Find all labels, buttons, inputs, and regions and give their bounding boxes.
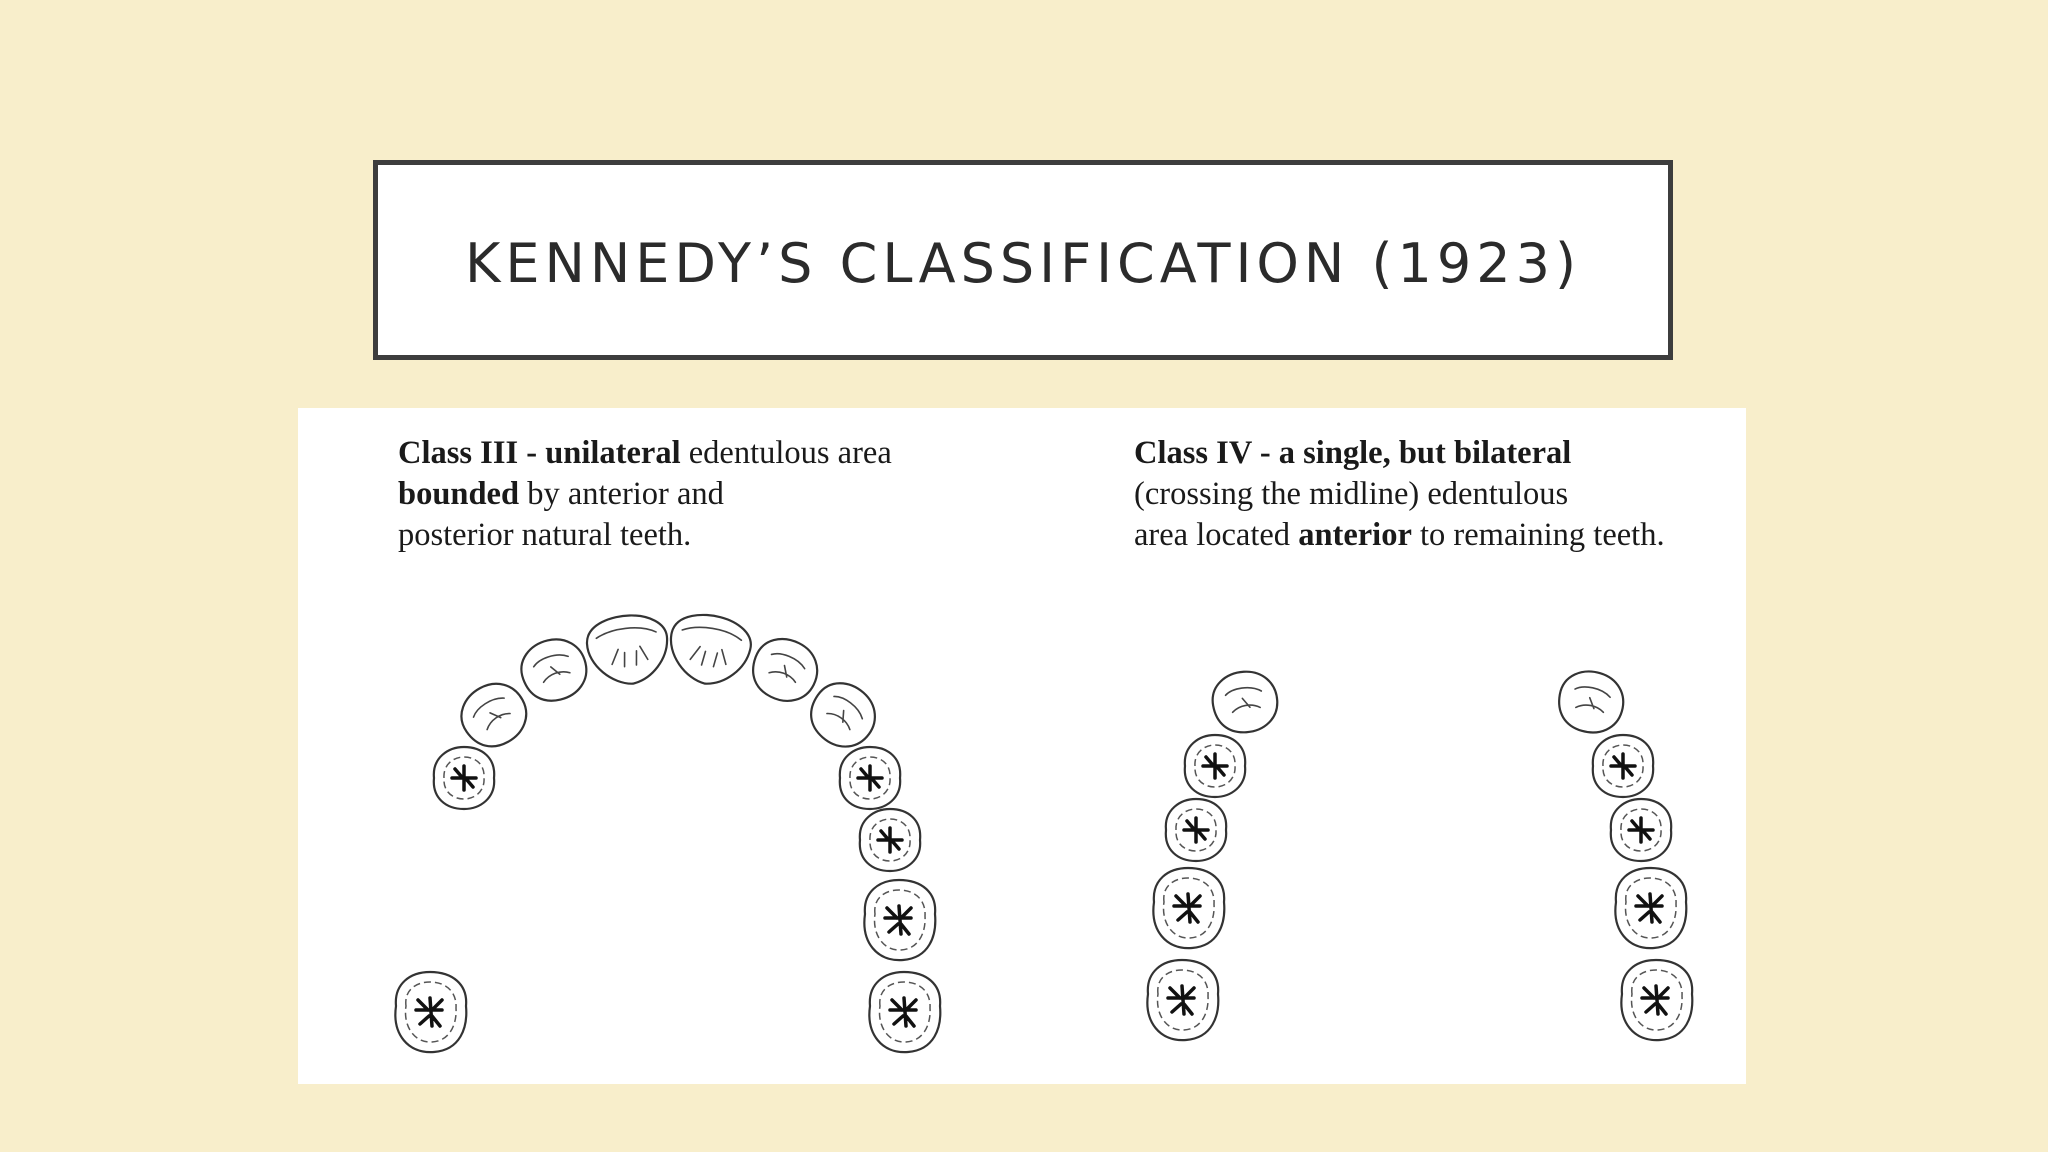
slide-title: KENNEDY’S CLASSIFICATION (1923) [464,231,1582,295]
tooth-molar [1147,960,1218,1040]
tooth-premolar [860,809,920,871]
tooth-molar [1153,868,1224,948]
tooth-canine [1554,667,1628,738]
tooth-molar [864,880,935,960]
class-iv-label: Class IV - a single, but bilateral [1134,435,1572,471]
tooth-premolar [1593,735,1653,797]
tooth-premolar [1611,799,1671,861]
class-iii-bounded: bounded [398,476,520,512]
tooth-premolar [840,747,900,809]
tooth-molar [395,972,466,1052]
class-iv-caption-line-2: (crossing the midline) edentulous [1134,476,1569,512]
tooth-premolar [1166,799,1226,861]
tooth-incisor [584,610,673,689]
class-iv-anterior: anterior [1298,517,1412,553]
tooth-canine [1208,667,1282,738]
tooth-molar [869,972,940,1052]
class-iii-unilateral: unilateral [545,435,681,471]
kennedy-classification-figure [298,408,1746,1084]
tooth-molar [1621,960,1692,1040]
class-iii-label: Class III - [398,435,546,471]
tooth-lateral-incisor [514,631,595,710]
tooth-molar [1615,868,1686,948]
class-iii-caption-line-3: posterior natural teeth. [398,517,692,553]
class-iii-line1-rest: edentulous area [680,435,892,471]
class-iii-line2-rest: by anterior and [519,476,724,512]
class-iv-line3-b: to remaining teeth. [1411,517,1665,553]
tooth-lateral-incisor [745,631,826,710]
class-iii-arch [395,610,940,1052]
class-iv-arch [1147,667,1692,1041]
dental-arches-illustration [298,408,1746,1084]
class-iv-line3-a: area located [1134,517,1299,553]
tooth-premolar [434,747,494,809]
tooth-incisor [665,610,754,689]
tooth-premolar [1185,735,1245,797]
title-box [373,160,1673,360]
